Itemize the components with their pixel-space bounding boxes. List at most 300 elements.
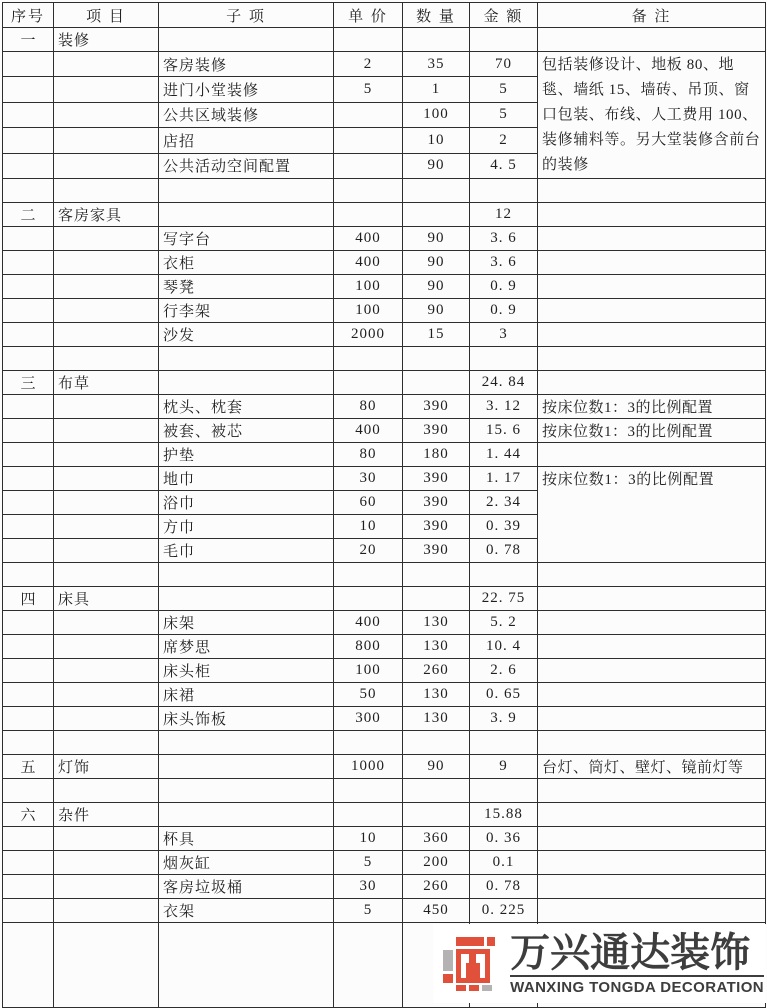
- cell-subitem: 席梦思: [159, 635, 334, 659]
- cell-unit-price: 5: [334, 77, 403, 102]
- cell-subitem: 床头柜: [159, 659, 334, 683]
- cell-unit-price: 80: [334, 443, 403, 467]
- cell-item: [54, 419, 159, 443]
- table-row: [3, 395, 766, 419]
- cell-subitem: 客房垃圾桶: [159, 875, 334, 899]
- cell-index: [3, 731, 54, 755]
- cell-item: [54, 347, 159, 371]
- cell-amount: [470, 563, 538, 587]
- cell-amount: 0. 78: [470, 875, 538, 899]
- cell-index: [3, 683, 54, 707]
- cell-amount: 2: [470, 128, 538, 153]
- cell-unit-price: [334, 347, 403, 371]
- header-item: 项 目: [54, 3, 159, 28]
- cell-unit-price: 30: [334, 875, 403, 899]
- cell-item: [54, 923, 159, 1008]
- logo-title: 万兴通达装饰: [510, 931, 751, 975]
- cell-subitem: [159, 923, 334, 1008]
- cell-unit-price: 2000: [334, 323, 403, 347]
- table-row: [3, 251, 766, 275]
- cell-unit-price: 100: [334, 299, 403, 323]
- cell-index: [3, 275, 54, 299]
- table-row: [3, 635, 766, 659]
- cell-subitem: 护垫: [159, 443, 334, 467]
- table-row: [3, 371, 766, 395]
- cell-remark: 台灯、筒灯、壁灯、镜前灯等: [538, 755, 766, 779]
- cell-subitem: [159, 563, 334, 587]
- cell-quantity: 180: [403, 443, 470, 467]
- cell-subitem: 客房装修: [159, 52, 334, 77]
- cell-subitem: 店招: [159, 128, 334, 153]
- table-row: [3, 275, 766, 299]
- cell-item: 床具: [54, 587, 159, 611]
- cell-amount: 0. 39: [470, 515, 538, 539]
- cell-unit-price: [334, 731, 403, 755]
- cell-quantity: 200: [403, 851, 470, 875]
- cell-unit-price: 100: [334, 275, 403, 299]
- cell-item: [54, 395, 159, 419]
- cell-amount: 3. 12: [470, 395, 538, 419]
- cell-item: [54, 227, 159, 251]
- table-row: [3, 611, 766, 635]
- table-row: [3, 875, 766, 899]
- cell-subitem: 烟灰缸: [159, 851, 334, 875]
- cell-quantity: 390: [403, 395, 470, 419]
- cell-amount: [470, 28, 538, 52]
- cell-amount: 3. 6: [470, 251, 538, 275]
- cell-quantity: 260: [403, 875, 470, 899]
- cell-index: [3, 875, 54, 899]
- cell-subitem: 床头饰板: [159, 707, 334, 731]
- cell-quantity: 130: [403, 683, 470, 707]
- cell-subitem: 床架: [159, 611, 334, 635]
- cell-remark: [538, 635, 766, 659]
- cell-index: [3, 153, 54, 178]
- cell-index: [3, 419, 54, 443]
- cell-index: [3, 102, 54, 127]
- cell-quantity: 390: [403, 419, 470, 443]
- cell-subitem: 写字台: [159, 227, 334, 251]
- cell-subitem: 方巾: [159, 515, 334, 539]
- cell-quantity: 90: [403, 299, 470, 323]
- cell-amount: 2. 34: [470, 491, 538, 515]
- cell-quantity: [403, 731, 470, 755]
- cell-unit-price: 100: [334, 659, 403, 683]
- header-subitem: 子 项: [159, 3, 334, 28]
- cell-index: [3, 707, 54, 731]
- cell-remark: [538, 347, 766, 371]
- cell-subitem: [159, 755, 334, 779]
- cell-index: [3, 635, 54, 659]
- cell-unit-price: [334, 28, 403, 52]
- cell-subitem: 杯具: [159, 827, 334, 851]
- table-row: [3, 347, 766, 371]
- wanxing-logo-icon: [443, 936, 501, 997]
- cell-quantity: 35: [403, 52, 470, 77]
- cell-index: [3, 923, 54, 1008]
- table-row: [3, 755, 766, 779]
- table-row: [3, 803, 766, 827]
- cell-unit-price: [334, 803, 403, 827]
- cell-index: [3, 827, 54, 851]
- cell-subitem: [159, 203, 334, 227]
- table-row: [3, 28, 766, 52]
- cell-remark: [538, 851, 766, 875]
- table-row: [3, 467, 766, 491]
- cell-remark: [538, 707, 766, 731]
- cell-item: [54, 52, 159, 77]
- cell-remark: [538, 827, 766, 851]
- table-row: [3, 779, 766, 803]
- cell-amount: 0.1: [470, 851, 538, 875]
- cell-unit-price: 2: [334, 52, 403, 77]
- cell-unit-price: 10: [334, 515, 403, 539]
- cell-amount: 0. 9: [470, 275, 538, 299]
- cell-amount: 0. 78: [470, 539, 538, 563]
- cell-item: [54, 491, 159, 515]
- cell-quantity: 100: [403, 102, 470, 127]
- cell-amount: 22. 75: [470, 587, 538, 611]
- cell-remark: [538, 611, 766, 635]
- cell-unit-price: 10: [334, 827, 403, 851]
- cell-item: [54, 102, 159, 127]
- table-row: [3, 707, 766, 731]
- cell-quantity: [403, 203, 470, 227]
- cell-unit-price: 80: [334, 395, 403, 419]
- cell-quantity: 130: [403, 707, 470, 731]
- cell-unit-price: [334, 128, 403, 153]
- cell-index: 五: [3, 755, 54, 779]
- logo-text-block: [510, 932, 764, 997]
- cell-subitem: 公共活动空间配置: [159, 153, 334, 178]
- cell-remark: [538, 251, 766, 275]
- cell-remark: 包括装修设计、地板 80、地毯、墙纸 15、墙砖、吊顶、窗口包装、布线、人工费用 100、装修辅料等。另大堂装修含前台的装修: [538, 52, 766, 179]
- cell-item: 客房家具: [54, 203, 159, 227]
- header-quantity: 数 量: [403, 3, 470, 28]
- cell-index: [3, 611, 54, 635]
- cell-subitem: [159, 731, 334, 755]
- cell-index: [3, 515, 54, 539]
- table-row: [3, 299, 766, 323]
- cell-subitem: 行李架: [159, 299, 334, 323]
- cell-quantity: 10: [403, 128, 470, 153]
- cell-index: [3, 52, 54, 77]
- cell-item: [54, 779, 159, 803]
- cell-quantity: 15: [403, 323, 470, 347]
- cell-remark: [538, 179, 766, 203]
- cell-unit-price: 400: [334, 251, 403, 275]
- cell-index: [3, 323, 54, 347]
- cell-remark: [538, 587, 766, 611]
- cell-quantity: [403, 28, 470, 52]
- cell-unit-price: 60: [334, 491, 403, 515]
- cell-unit-price: 400: [334, 227, 403, 251]
- cell-amount: 1. 44: [470, 443, 538, 467]
- cell-remark: [538, 275, 766, 299]
- cell-item: 布草: [54, 371, 159, 395]
- cell-quantity: 90: [403, 251, 470, 275]
- cell-quantity: 130: [403, 635, 470, 659]
- table-row: [3, 563, 766, 587]
- cell-amount: 12: [470, 203, 538, 227]
- cell-subitem: [159, 587, 334, 611]
- cell-quantity: 390: [403, 491, 470, 515]
- cell-quantity: 390: [403, 467, 470, 491]
- cell-item: [54, 323, 159, 347]
- cell-amount: 15.88: [470, 803, 538, 827]
- cell-subitem: 公共区域装修: [159, 102, 334, 127]
- cell-amount: 0. 225: [470, 899, 538, 923]
- cell-amount: [470, 347, 538, 371]
- cell-unit-price: 800: [334, 635, 403, 659]
- cell-amount: 5: [470, 77, 538, 102]
- cell-unit-price: 50: [334, 683, 403, 707]
- cell-quantity: 1: [403, 77, 470, 102]
- cell-subitem: [159, 779, 334, 803]
- cell-subitem: [159, 371, 334, 395]
- cell-index: [3, 395, 54, 419]
- cell-unit-price: [334, 102, 403, 127]
- cell-unit-price: [334, 923, 403, 1008]
- cell-quantity: [403, 587, 470, 611]
- cell-quantity: 390: [403, 539, 470, 563]
- cost-estimate-table: [2, 2, 766, 1008]
- cell-item: [54, 683, 159, 707]
- cell-quantity: [403, 347, 470, 371]
- cell-item: [54, 731, 159, 755]
- cell-index: [3, 899, 54, 923]
- cell-index: [3, 539, 54, 563]
- watermark-logo: [433, 924, 766, 1003]
- cell-item: [54, 128, 159, 153]
- cell-item: [54, 875, 159, 899]
- cell-amount: 0. 36: [470, 827, 538, 851]
- cell-index: [3, 77, 54, 102]
- cell-item: [54, 707, 159, 731]
- table-row: [3, 323, 766, 347]
- cell-remark: [538, 203, 766, 227]
- cell-index: [3, 659, 54, 683]
- cell-quantity: 90: [403, 755, 470, 779]
- cell-unit-price: 400: [334, 611, 403, 635]
- cell-remark: 按床位数1：3的比例配置: [538, 419, 766, 443]
- cell-unit-price: 300: [334, 707, 403, 731]
- header-remark: 备 注: [538, 3, 766, 28]
- cell-index: [3, 299, 54, 323]
- cell-remark: [538, 323, 766, 347]
- cell-unit-price: 5: [334, 899, 403, 923]
- cell-remark: [538, 443, 766, 467]
- cell-remark: 按床位数1：3的比例配置: [538, 467, 766, 563]
- cell-index: [3, 347, 54, 371]
- cell-index: [3, 128, 54, 153]
- cell-amount: 70: [470, 52, 538, 77]
- cell-item: [54, 611, 159, 635]
- cell-index: [3, 491, 54, 515]
- table-row: [3, 827, 766, 851]
- cell-index: 二: [3, 203, 54, 227]
- cell-item: [54, 827, 159, 851]
- table-row: [3, 203, 766, 227]
- cell-index: 三: [3, 371, 54, 395]
- cell-item: [54, 153, 159, 178]
- table-row: [3, 52, 766, 77]
- cell-item: [54, 515, 159, 539]
- cell-remark: [538, 875, 766, 899]
- cell-remark: [538, 803, 766, 827]
- cell-item: [54, 251, 159, 275]
- cell-item: [54, 299, 159, 323]
- cell-item: [54, 77, 159, 102]
- cell-index: [3, 467, 54, 491]
- cell-amount: [470, 179, 538, 203]
- table-row: [3, 587, 766, 611]
- cell-item: [54, 467, 159, 491]
- table-row: [3, 899, 766, 923]
- cell-item: [54, 899, 159, 923]
- cell-index: [3, 179, 54, 203]
- cell-subitem: 毛巾: [159, 539, 334, 563]
- cell-item: [54, 275, 159, 299]
- cell-index: [3, 251, 54, 275]
- cell-subitem: 枕头、枕套: [159, 395, 334, 419]
- table-row: [3, 731, 766, 755]
- cell-subitem: 被套、被芯: [159, 419, 334, 443]
- cell-amount: 2. 6: [470, 659, 538, 683]
- cell-index: [3, 851, 54, 875]
- cell-quantity: 260: [403, 659, 470, 683]
- cell-item: [54, 851, 159, 875]
- cell-amount: 3. 6: [470, 227, 538, 251]
- cell-quantity: 390: [403, 515, 470, 539]
- cell-amount: 15. 6: [470, 419, 538, 443]
- cell-item: 杂件: [54, 803, 159, 827]
- table-header: [3, 3, 766, 28]
- cell-index: [3, 227, 54, 251]
- cell-item: [54, 179, 159, 203]
- table-row: [3, 179, 766, 203]
- cell-unit-price: [334, 563, 403, 587]
- cell-amount: [470, 731, 538, 755]
- cell-index: [3, 443, 54, 467]
- cell-remark: [538, 227, 766, 251]
- cell-amount: 1. 17: [470, 467, 538, 491]
- cell-subitem: 沙发: [159, 323, 334, 347]
- cell-subitem: 地巾: [159, 467, 334, 491]
- cell-subitem: [159, 803, 334, 827]
- cell-index: 四: [3, 587, 54, 611]
- table-row: [3, 683, 766, 707]
- cell-amount: 3: [470, 323, 538, 347]
- cell-quantity: [403, 779, 470, 803]
- cell-index: 六: [3, 803, 54, 827]
- cell-subitem: 床裙: [159, 683, 334, 707]
- cell-amount: [470, 779, 538, 803]
- cell-amount: 9: [470, 755, 538, 779]
- header-index: 序号: [3, 3, 54, 28]
- cell-amount: 4. 5: [470, 153, 538, 178]
- cell-remark: [538, 731, 766, 755]
- cell-amount: 5. 2: [470, 611, 538, 635]
- table-row: [3, 227, 766, 251]
- cell-unit-price: [334, 153, 403, 178]
- cell-index: 一: [3, 28, 54, 52]
- cell-unit-price: [334, 587, 403, 611]
- cell-quantity: 90: [403, 275, 470, 299]
- cell-subitem: 进门小堂装修: [159, 77, 334, 102]
- cell-remark: [538, 779, 766, 803]
- cell-index: [3, 779, 54, 803]
- cell-unit-price: [334, 203, 403, 227]
- cell-subitem: [159, 179, 334, 203]
- cell-quantity: [403, 371, 470, 395]
- cell-item: [54, 635, 159, 659]
- cell-remark: [538, 371, 766, 395]
- cell-amount: 0. 9: [470, 299, 538, 323]
- cell-amount: 5: [470, 102, 538, 127]
- cell-subitem: 琴凳: [159, 275, 334, 299]
- cell-amount: 0. 65: [470, 683, 538, 707]
- cell-remark: [538, 683, 766, 707]
- header-unit-price: 单 价: [334, 3, 403, 28]
- cell-unit-price: [334, 179, 403, 203]
- cell-quantity: 450: [403, 899, 470, 923]
- cell-subitem: [159, 28, 334, 52]
- cell-unit-price: 20: [334, 539, 403, 563]
- cell-remark: 按床位数1：3的比例配置: [538, 395, 766, 419]
- cell-quantity: 90: [403, 153, 470, 178]
- cell-index: [3, 563, 54, 587]
- cell-unit-price: 1000: [334, 755, 403, 779]
- cell-item: 灯饰: [54, 755, 159, 779]
- cell-remark: [538, 899, 766, 923]
- header-amount: 金 额: [470, 3, 538, 28]
- cell-subitem: 浴巾: [159, 491, 334, 515]
- cell-amount: 3. 9: [470, 707, 538, 731]
- cell-quantity: [403, 179, 470, 203]
- table-row: [3, 851, 766, 875]
- cell-remark: [538, 563, 766, 587]
- cell-subitem: 衣架: [159, 899, 334, 923]
- cell-amount: 24. 84: [470, 371, 538, 395]
- cell-quantity: [403, 563, 470, 587]
- cell-item: [54, 563, 159, 587]
- cell-unit-price: 5: [334, 851, 403, 875]
- cell-unit-price: [334, 371, 403, 395]
- cell-item: [54, 659, 159, 683]
- cell-amount: 10. 4: [470, 635, 538, 659]
- cell-quantity: 90: [403, 227, 470, 251]
- cell-unit-price: [334, 779, 403, 803]
- table-row: [3, 659, 766, 683]
- cell-quantity: [403, 803, 470, 827]
- cell-unit-price: 400: [334, 419, 403, 443]
- logo-subtitle: WANXING TONGDA DECORATION: [510, 975, 764, 997]
- cell-item: [54, 539, 159, 563]
- header-row: [3, 3, 766, 28]
- cell-unit-price: 30: [334, 467, 403, 491]
- cell-quantity: 360: [403, 827, 470, 851]
- cell-remark: [538, 659, 766, 683]
- cell-remark: [538, 299, 766, 323]
- table-row: [3, 443, 766, 467]
- cell-quantity: 130: [403, 611, 470, 635]
- table-body: [3, 28, 766, 1008]
- cell-remark: [538, 28, 766, 52]
- cell-subitem: 衣柜: [159, 251, 334, 275]
- cell-item: [54, 443, 159, 467]
- cell-item: 装修: [54, 28, 159, 52]
